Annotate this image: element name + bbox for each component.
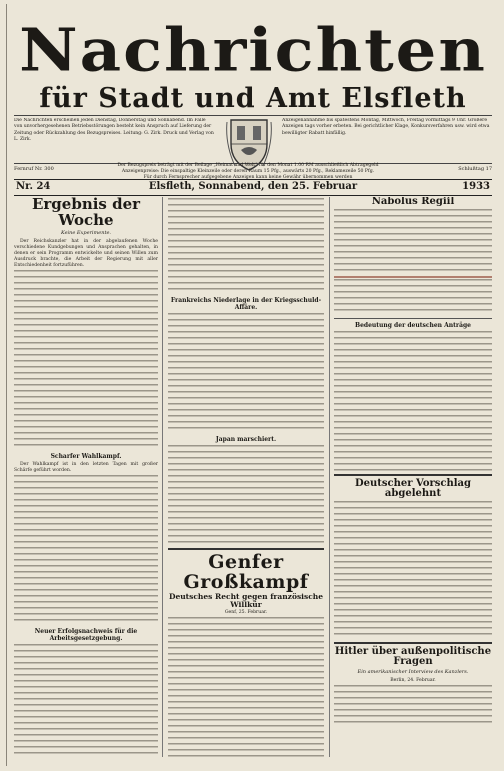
article-text-block [334,209,492,275]
article-text-block [168,198,324,294]
headline-geneva: Genfer Großkampf [183,551,309,593]
article-text-block [14,644,158,758]
advertising-info: Anzeigenannahme bis spätestens Montag, Mittwoch, Freitag vormittags 9 Uhr. Größere Anzeigen tags vorher erbeten. Bei gerichtlicher Klage, Konkursverfahren usw. wird etwa bewilligter Rabatt hinfällig. [282,118,490,136]
column-left [14,197,158,757]
article-campaign-body [14,462,158,474]
headline-week-result: Ergebnis der Woche [31,197,141,229]
section-german-proposals: Bedeutung der deutschen Anträge [355,321,471,329]
article-text-block [14,475,158,625]
article-text-block [334,331,492,471]
column-divider [329,197,330,757]
subheadline-geneva: Deutsches Recht gegen französische Willkür [168,591,324,609]
geneva-dateline: Genf, 25. Februar. [224,609,268,615]
article-text-block [334,279,492,315]
masthead-title: Nachrichten [19,16,487,86]
kicker-interview: Ein amerikanischer Interview des Kanzlers. [357,668,469,675]
section-election-campaign: Scharfer Wahlkampf. [50,452,122,460]
campaign-lead: Der Wahlkampf ist in den letzten Tagen mit großer Schärfe geführt worden. [14,461,158,473]
article-text-block [334,501,492,639]
price-line-3: Für durch Fernsprecher aufgegebene Anzeigen kann keine Gewähr übernommen werden [143,175,353,181]
berlin-dateline: Berlin, 24. Februar. [390,677,436,683]
article-text-block [334,685,492,725]
headline-column-3: Nabolus Regiil [371,197,455,207]
headline-proposal-rejected: Deutscher Vorschlag abgelehnt [354,477,472,499]
issue-number: Nr. 24 [16,181,51,192]
article-separator [168,548,324,550]
issue-dateline [14,179,492,196]
phone-number: Fernruf Nr. 300 [14,166,54,172]
section-labour-law: Neuer Erfolgsnachweis für die Arbeitsgesetzgebung. [34,627,138,642]
issue-date: Elsfleth, Sonnabend, den 25. Februar [148,181,358,192]
article-separator [334,474,492,476]
article-lead: Der Reichskanzler hat in der abgelaufenen Woche verschiedene Kundgebungen und Ansprachen gehalten, in denen er sein Programm entwickelte und seinen Willen zum Ausdruck brachte, die Arbeit der Regierung mit aller Entschiedenheit fortzuführen. [14,238,158,268]
article-text-block [14,270,158,450]
article-separator [334,318,492,319]
column-middle [168,197,324,757]
article-separator [334,642,492,644]
price-line-2: Anzeigenpreise: Die einspaltige Kleinzeile oder deren Raum 15 Pfg., auswärts 20 Pfg., Reklamezeile 50 Pfg. [121,169,375,175]
article-text-block [168,445,324,545]
publication-info: Die Nachrichten erscheinen jeden Dienstag, Donnerstag und Sonnabend. Im Falle von unvorhergesehenen Betriebsstörungen besteht kein Anspruch auf Lieferung der Zeitung oder Rückzahlung des Bezugspreises. Leitung: G. Zirk. Druck und Verlag von L. Zirk. [14,118,214,143]
price-line-1: Der Bezugspreis beträgt mit der Beilage „Heimat und Welt“ für den Monat 1.00 RM ausschließlich Abtragegeld [117,163,379,168]
highlight-mark [334,276,492,278]
headline-hitler-foreign-policy: Hitler über außenpolitische Fragen [334,645,492,667]
section-war-guilt: Frankreichs Niederlage in der Kriegsschuld-Affäre. [170,297,322,311]
section-japan: Japan marschiert. [215,436,277,443]
article-text-block [168,617,324,757]
column-right [334,197,492,757]
kicker-no-experiments: Keine Experimente. [60,229,112,236]
article-text-block [168,313,324,433]
issue-year: 1933 [462,181,490,192]
column-divider [162,197,163,757]
article-week-body [14,239,158,269]
masthead-subtitle: für Stadt und Amt Elsfleth [39,83,467,114]
closing-day: Schlußtag 17 [458,166,492,172]
